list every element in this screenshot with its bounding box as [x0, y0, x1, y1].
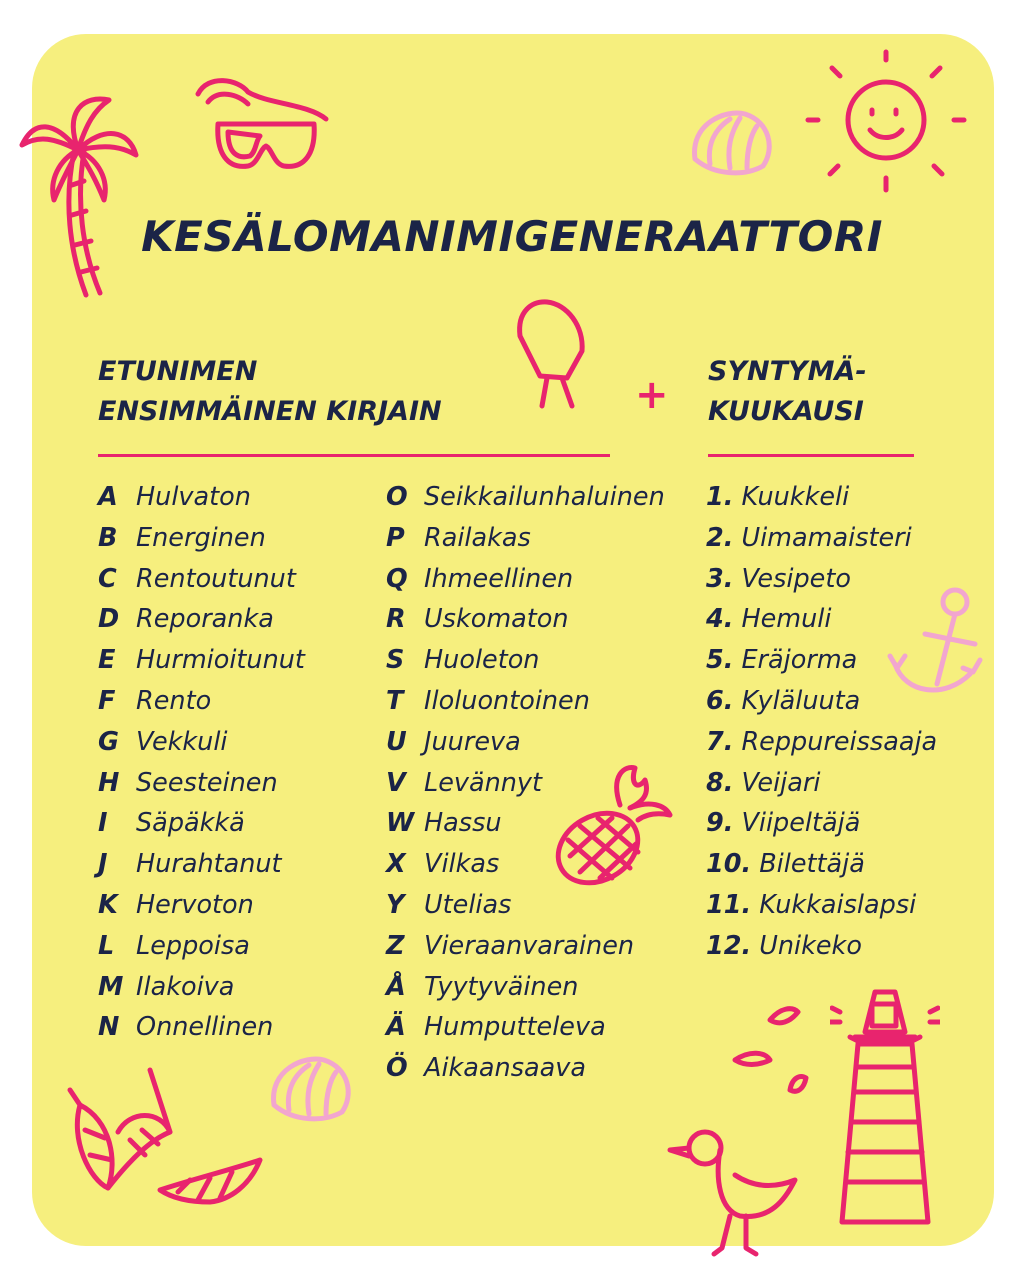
list-item — [98, 967, 305, 1008]
name-word: Vieraanvarainen — [424, 930, 635, 961]
month-number: 11. — [706, 889, 752, 920]
list-item — [386, 722, 665, 763]
list-item — [706, 722, 937, 763]
name-word: Unikeko — [759, 930, 862, 961]
list-item — [98, 1007, 305, 1048]
diving-mask-icon — [188, 74, 338, 184]
letter-key: X — [386, 849, 406, 880]
letter-key: P — [386, 522, 405, 553]
month-number: 3. — [706, 563, 734, 594]
list-item — [706, 844, 937, 885]
first-letter-header — [98, 352, 442, 432]
popsicle-icon — [512, 296, 592, 416]
name-word: Hemuli — [741, 604, 832, 635]
header-line: ETUNIMEN — [98, 356, 258, 387]
name-word: Viipeltäjä — [741, 808, 861, 839]
name-word: Uimamaisteri — [741, 522, 912, 553]
name-word: Kyläluuta — [741, 685, 861, 716]
letter-key: K — [98, 889, 118, 920]
name-word: Utelias — [424, 889, 512, 920]
month-number: 5. — [706, 645, 734, 676]
palm-tree-icon — [14, 90, 144, 305]
list-item — [706, 763, 937, 804]
name-word: Humputteleva — [424, 1012, 606, 1043]
name-word: Vekkuli — [136, 726, 228, 757]
name-word: Onnellinen — [136, 1012, 274, 1043]
list-item — [706, 926, 937, 967]
letter-key: Q — [386, 563, 408, 594]
letter-key: B — [98, 522, 118, 553]
letter-key: Y — [386, 889, 405, 920]
name-word: Vesipeto — [741, 563, 851, 594]
list-item — [706, 640, 937, 681]
plus-sign: + — [635, 372, 669, 418]
month-number: 8. — [706, 767, 734, 798]
letter-key: Ä — [386, 1012, 406, 1043]
name-word: Rento — [136, 685, 212, 716]
list-item — [386, 559, 665, 600]
water-drops-icon — [730, 1000, 820, 1110]
name-word: Kukkaislapsi — [759, 889, 917, 920]
list-item — [706, 559, 937, 600]
list-item — [98, 844, 305, 885]
list-item — [706, 803, 937, 844]
letters-list-o-oe — [386, 477, 665, 1089]
page-title: KESÄLOMANIMIGENERAATTORI — [141, 212, 883, 261]
letter-key: D — [98, 604, 120, 635]
letter-key: C — [98, 563, 117, 594]
letter-key: O — [386, 482, 408, 512]
letter-key: V — [386, 767, 406, 798]
list-item — [706, 885, 937, 926]
divider-left — [98, 454, 610, 457]
list-item — [706, 518, 937, 559]
list-item — [706, 681, 937, 722]
list-item — [386, 681, 665, 722]
month-number: 2. — [706, 522, 734, 553]
letter-key: H — [98, 767, 120, 798]
name-word: Railakas — [424, 522, 531, 553]
list-item — [386, 518, 665, 559]
letter-key: F — [98, 685, 116, 716]
letter-key: S — [386, 645, 405, 676]
name-word: Seesteinen — [136, 767, 278, 798]
name-word: Aikaansaava — [424, 1053, 586, 1084]
list-item — [386, 926, 665, 967]
list-item — [386, 885, 665, 926]
name-word: Hassu — [424, 808, 502, 839]
list-item — [706, 599, 937, 640]
month-number: 9. — [706, 808, 734, 839]
list-item — [98, 803, 305, 844]
name-word: Levännyt — [424, 767, 543, 798]
letter-key: Å — [386, 971, 406, 1002]
name-word: Iloluontoinen — [424, 685, 590, 716]
letters-list-a-n — [98, 477, 305, 1048]
name-word: Hurmioitunut — [136, 645, 305, 676]
list-item — [386, 844, 665, 885]
list-item — [98, 885, 305, 926]
name-word: Kuukkeli — [741, 482, 850, 512]
letter-key: Z — [386, 930, 405, 961]
list-item — [98, 722, 305, 763]
lighthouse-icon — [830, 982, 940, 1242]
letter-key: Ö — [386, 1053, 408, 1084]
header-line: SYNTYMÄ- — [708, 356, 867, 387]
letter-key: G — [98, 726, 119, 757]
list-item — [98, 926, 305, 967]
month-number: 1. — [706, 482, 734, 512]
name-word: Hervoton — [136, 889, 254, 920]
list-item — [386, 803, 665, 844]
month-number: 10. — [706, 849, 752, 880]
list-item — [98, 559, 305, 600]
birth-month-header — [708, 352, 867, 432]
list-item — [386, 640, 665, 681]
seashell-icon — [685, 104, 775, 184]
name-word: Leppoisa — [136, 930, 250, 961]
header-line: KUUKAUSI — [708, 396, 864, 427]
name-word: Bilettäjä — [759, 849, 865, 880]
letter-key: E — [98, 645, 116, 676]
name-word: Uskomaton — [424, 604, 569, 635]
letter-key: R — [386, 604, 406, 635]
bikini-icon — [60, 1060, 280, 1210]
divider-right — [708, 454, 914, 457]
name-word: Hurahtanut — [136, 849, 282, 880]
name-word: Ilakoiva — [136, 971, 235, 1002]
month-number: 4. — [706, 604, 734, 635]
letter-key: A — [98, 482, 118, 512]
list-item — [98, 763, 305, 804]
name-word: Juureva — [424, 726, 521, 757]
list-item — [98, 599, 305, 640]
list-item — [98, 640, 305, 681]
name-word: Säpäkkä — [136, 808, 245, 839]
seagull-icon — [660, 1120, 800, 1260]
list-item — [386, 967, 665, 1008]
header-line: ENSIMMÄINEN KIRJAIN — [98, 396, 442, 427]
month-number: 7. — [706, 726, 734, 757]
letter-key: N — [98, 1012, 120, 1043]
letter-key: L — [98, 930, 115, 961]
name-word: Huoleton — [424, 645, 540, 676]
sun-icon — [800, 48, 970, 198]
months-list — [706, 477, 937, 967]
name-word: Rentoutunut — [136, 563, 296, 594]
letter-key: I — [98, 808, 108, 839]
name-word: Vilkas — [424, 849, 500, 880]
list-item — [98, 477, 305, 518]
name-word: Eräjorma — [741, 645, 858, 676]
letter-key: U — [386, 726, 407, 757]
list-item — [386, 763, 665, 804]
name-word: Reporanka — [136, 604, 274, 635]
list-item — [98, 681, 305, 722]
name-word: Veijari — [741, 767, 821, 798]
name-word: Reppureissaaja — [741, 726, 938, 757]
letter-key: T — [386, 685, 404, 716]
month-number: 12. — [706, 930, 752, 961]
list-item — [386, 1048, 665, 1089]
name-word: Hulvaton — [136, 482, 251, 512]
name-word: Tyytyväinen — [424, 971, 579, 1002]
month-number: 6. — [706, 685, 734, 716]
list-item — [706, 477, 937, 518]
list-item — [386, 1007, 665, 1048]
list-item — [98, 518, 305, 559]
letter-key: W — [386, 808, 415, 839]
name-word: Seikkailunhaluinen — [424, 482, 665, 512]
letter-key: M — [98, 971, 124, 1002]
name-word: Energinen — [136, 522, 266, 553]
letter-key: J — [98, 849, 108, 880]
name-word: Ihmeellinen — [424, 563, 574, 594]
list-item — [386, 599, 665, 640]
list-item — [386, 477, 665, 518]
